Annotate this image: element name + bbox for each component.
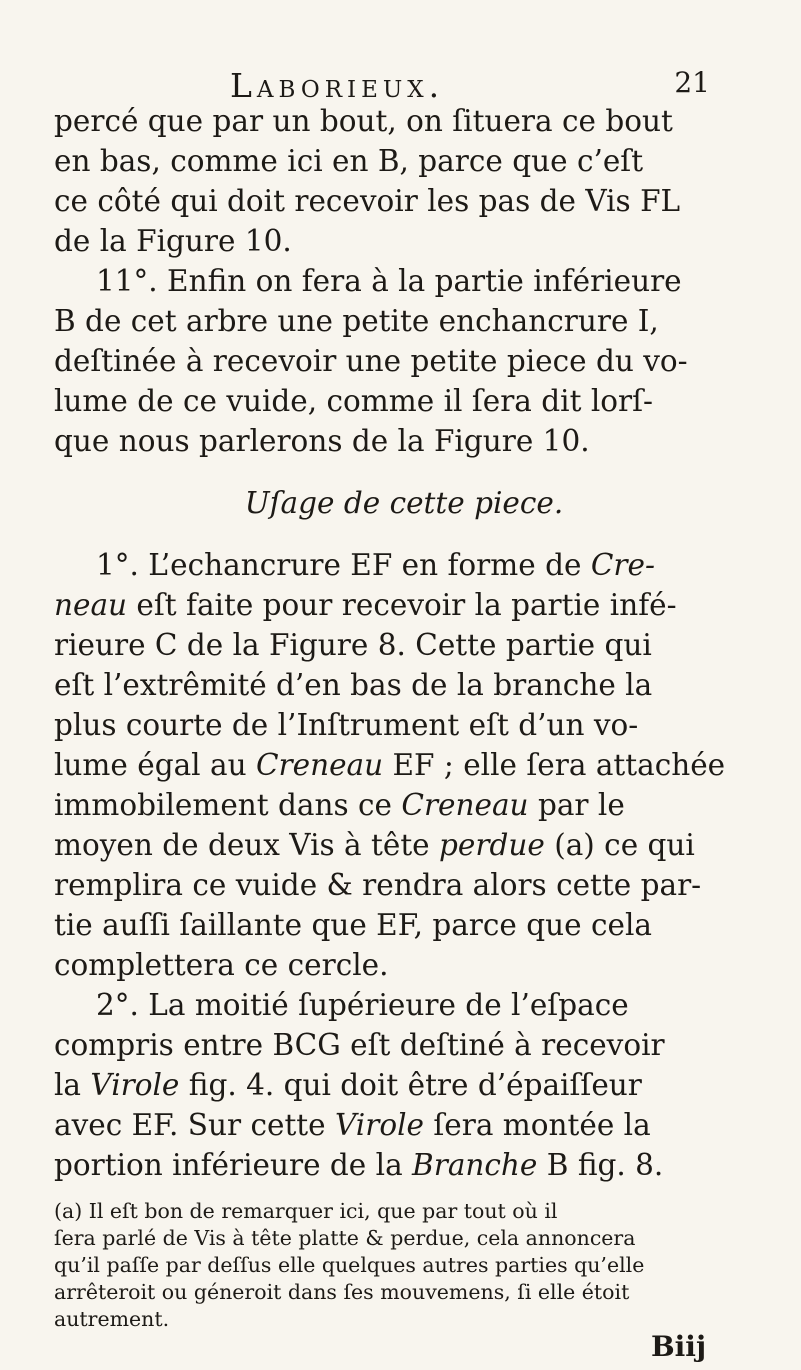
page-number: 21 [674, 66, 710, 99]
text-line: 1°. L’echancrure EF en forme de Cre- [96, 548, 655, 582]
footnote-line: ſera parlé de Vis à tête platte & perdue, cela annoncera [54, 1226, 636, 1250]
running-title: Laborieux. [230, 66, 445, 105]
text-line: portion inférieure de la Branche B fig. 8. [54, 1148, 664, 1182]
text-line: 11°. Enfin on fera à la partie inférieure [96, 264, 682, 298]
text-line: immobilement dans ce Creneau par le [54, 788, 625, 822]
text-line: ce côté qui doit recevoir les pas de Vis FL [54, 184, 681, 218]
text-line: eſt l’extrêmité d’en bas de la branche la [54, 668, 653, 702]
running-header [230, 66, 710, 106]
text-line: moyen de deux Vis à tête perdue (a) ce qui [54, 828, 695, 862]
footnote-line: (a) Il eſt bon de remarquer ici, que par tout où il [54, 1199, 558, 1223]
text-line: en bas, comme ici en B, parce que c’eſt [54, 144, 644, 178]
text-line: lume de ce vuide, comme il ſera dit lorſ- [54, 384, 654, 418]
text-line: neau eſt faite pour recevoir la partie infé- [54, 588, 677, 622]
text-line: que nous parlerons de la Figure 10. [54, 424, 590, 458]
text-line: complettera ce cercle. [54, 948, 389, 982]
text-line: lume égal au Creneau EF ; elle ſera attachée [54, 748, 726, 782]
text-line: B de cet arbre une petite enchancrure I, [54, 304, 659, 338]
section-heading: Uſage de cette piece. [244, 486, 564, 520]
footnote-line: qu’il paſſe par deſſus elle quelques autres parties qu’elle [54, 1253, 645, 1277]
text-line: avec EF. Sur cette Virole ſera montée la [54, 1108, 651, 1142]
text-line: plus courte de l’Inſtrument eſt d’un vo- [54, 708, 639, 742]
signature-mark: Biij [651, 1330, 707, 1363]
text-line: compris entre BCG eſt deſtiné à recevoir [54, 1028, 665, 1062]
text-line: deſtinée à recevoir une petite piece du vo- [54, 344, 688, 378]
footnote-line: arrêteroit ou géneroit dans ſes mouvemens, ſi elle étoit [54, 1280, 630, 1304]
text-line: la Virole fig. 4. qui doit être d’épaiſſeur [54, 1068, 642, 1102]
text-line: 2°. La moitié ſupérieure de l’eſpace [96, 988, 629, 1022]
text-line: rieure C de la Figure 8. Cette partie qui [54, 628, 652, 662]
text-line: remplira ce vuide & rendra alors cette par- [54, 868, 702, 902]
text-line: percé que par un bout, on ſituera ce bout [54, 104, 673, 138]
text-line: de la Figure 10. [54, 224, 292, 258]
footnote-line: autrement. [54, 1307, 170, 1331]
text-line: tie auſſi ſaillante que EF, parce que cela [54, 908, 652, 942]
